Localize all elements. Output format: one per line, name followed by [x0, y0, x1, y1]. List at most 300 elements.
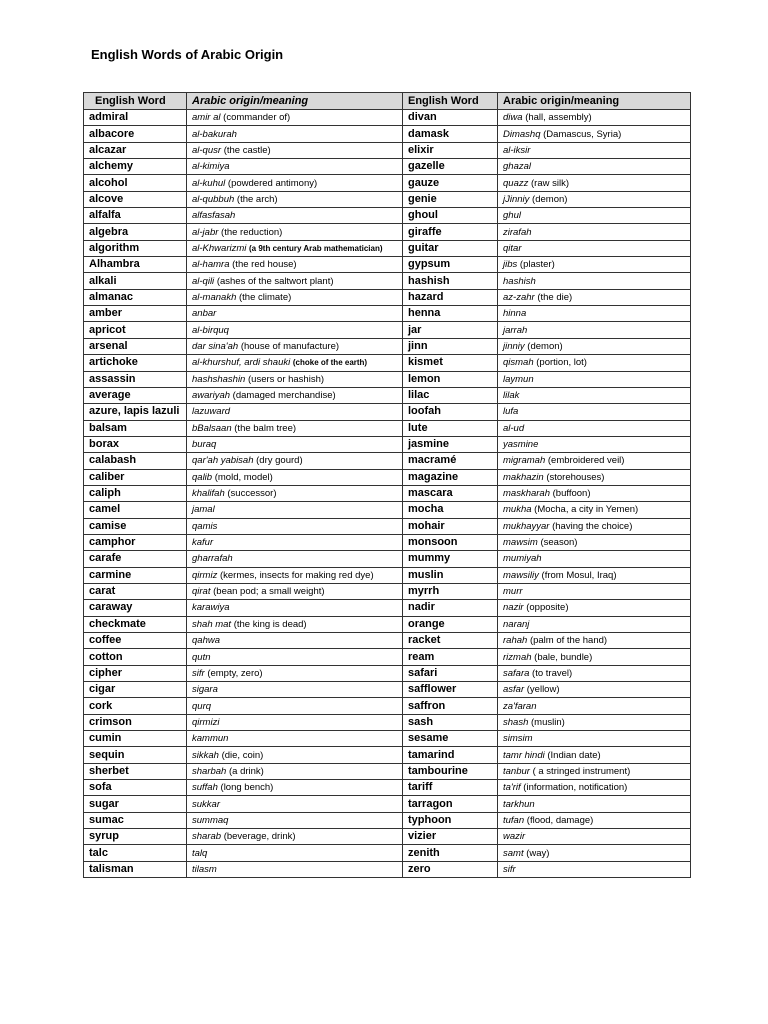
english-word: giraffe	[403, 224, 498, 240]
arabic-origin: talq	[192, 847, 208, 859]
arabic-origin-meaning	[187, 208, 403, 224]
meaning: (hall, assembly)	[525, 112, 592, 124]
arabic-origin-meaning	[498, 600, 691, 616]
arabic-origin-meaning	[187, 812, 403, 828]
table-row	[84, 633, 691, 649]
meaning: (the king is dead)	[233, 618, 307, 630]
arabic-origin: sifr	[503, 863, 516, 875]
meaning: (plaster)	[519, 259, 555, 271]
arabic-origin: sukkar	[192, 798, 220, 810]
arabic-origin-meaning	[498, 257, 691, 273]
meaning: (powdered antimony)	[227, 177, 318, 189]
table-row	[84, 861, 691, 877]
english-word: gauze	[403, 175, 498, 191]
table-row	[84, 551, 691, 567]
english-word: camel	[84, 502, 187, 518]
table-row	[84, 224, 691, 240]
english-word: camise	[84, 518, 187, 534]
meaning: (to travel)	[532, 667, 573, 679]
arabic-origin: jibs	[503, 259, 518, 271]
arabic-origin: ghazal	[503, 161, 531, 173]
english-word: caliber	[84, 469, 187, 485]
arabic-origin: kammun	[192, 733, 229, 745]
english-word: tarragon	[403, 796, 498, 812]
meaning: (the reduction)	[221, 226, 283, 238]
arabic-origin-meaning	[498, 731, 691, 747]
meaning: (a 9th century Arab mathematician)	[249, 243, 383, 253]
table-row	[84, 159, 691, 175]
english-word: sofa	[84, 780, 187, 796]
arabic-origin: dar sina'ah	[192, 340, 239, 352]
arabic-origin-meaning	[187, 289, 403, 305]
english-word: cipher	[84, 665, 187, 681]
arabic-origin-meaning	[498, 485, 691, 501]
english-word: apricot	[84, 322, 187, 338]
arabic-origin-meaning	[187, 371, 403, 387]
arabic-origin: hinna	[503, 308, 527, 320]
english-word: cotton	[84, 649, 187, 665]
english-word: hashish	[403, 273, 498, 289]
arabic-origin-meaning	[498, 224, 691, 240]
english-word: caliph	[84, 485, 187, 501]
arabic-origin: al-qusr	[192, 144, 222, 156]
english-word: artichoke	[84, 355, 187, 371]
arabic-origin: rahah	[503, 635, 528, 647]
arabic-origin-meaning	[187, 567, 403, 583]
table-row	[84, 355, 691, 371]
arabic-origin: hashish	[503, 275, 536, 287]
arabic-origin: alfasfasah	[192, 210, 236, 222]
arabic-origin: shah mat	[192, 618, 232, 630]
table-row	[84, 747, 691, 763]
english-word: alkali	[84, 273, 187, 289]
english-word: sesame	[403, 731, 498, 747]
table-row	[84, 682, 691, 698]
english-word: tamarind	[403, 747, 498, 763]
arabic-origin: asfar	[503, 684, 525, 696]
arabic-origin-meaning	[498, 126, 691, 142]
arabic-origin-meaning	[187, 583, 403, 599]
arabic-origin: az-zahr	[503, 291, 535, 303]
meaning: (kermes, insects for making red dye)	[219, 569, 374, 581]
table-row	[84, 796, 691, 812]
table-row	[84, 763, 691, 779]
arabic-origin: al-iksir	[503, 144, 531, 156]
arabic-origin-meaning	[498, 371, 691, 387]
english-word: gypsum	[403, 257, 498, 273]
table-row	[84, 485, 691, 501]
arabic-origin: sharab	[192, 831, 222, 843]
arabic-origin: safara	[503, 667, 530, 679]
table-row	[84, 714, 691, 730]
arabic-origin-meaning	[498, 861, 691, 877]
meaning: ( a stringed instrument)	[532, 765, 631, 777]
arabic-origin: mawsim	[503, 537, 538, 549]
arabic-origin-meaning	[187, 175, 403, 191]
english-word: camphor	[84, 534, 187, 550]
arabic-origin-meaning	[498, 240, 691, 256]
arabic-origin: qirmizi	[192, 716, 220, 728]
meaning: (raw silk)	[531, 177, 569, 189]
arabic-origin-meaning	[498, 355, 691, 371]
table-row	[84, 567, 691, 583]
english-word: lilac	[403, 387, 498, 403]
arabic-origin: samt	[503, 847, 524, 859]
english-word: alcohol	[84, 175, 187, 191]
arabic-origin: kafur	[192, 537, 214, 549]
english-word: borax	[84, 436, 187, 452]
arabic-origin-meaning	[498, 829, 691, 845]
meaning: (mold, model)	[214, 471, 273, 483]
arabic-origin-meaning	[498, 698, 691, 714]
table-row	[84, 371, 691, 387]
table-row	[84, 649, 691, 665]
arabic-origin-meaning	[187, 469, 403, 485]
arabic-origin: al-qubbuh	[192, 193, 235, 205]
arabic-origin-meaning	[187, 633, 403, 649]
arabic-origin-meaning	[498, 322, 691, 338]
arabic-origin-meaning	[187, 665, 403, 681]
meaning: (Mocha, a city in Yemen)	[534, 504, 639, 516]
arabic-origin: qahwa	[192, 635, 220, 647]
arabic-origin-meaning	[187, 485, 403, 501]
arabic-origin-meaning	[498, 747, 691, 763]
table-row	[84, 404, 691, 420]
arabic-origin: qutn	[192, 651, 211, 663]
meaning: (embroidered veil)	[547, 455, 625, 467]
arabic-origin-meaning	[498, 780, 691, 796]
arabic-origin-meaning	[498, 208, 691, 224]
arabic-origin-meaning	[187, 534, 403, 550]
arabic-origin: al-bakurah	[192, 128, 237, 140]
meaning: (bale, bundle)	[534, 651, 593, 663]
meaning: (the die)	[537, 291, 573, 303]
arabic-origin-meaning	[187, 845, 403, 861]
table-row	[84, 731, 691, 747]
english-word: alcazar	[84, 142, 187, 158]
english-word: genie	[403, 191, 498, 207]
meaning: (Indian date)	[547, 749, 601, 761]
arabic-origin-meaning	[187, 240, 403, 256]
arabic-origin-meaning	[187, 257, 403, 273]
meaning: (way)	[526, 847, 550, 859]
arabic-origin: lufa	[503, 406, 519, 418]
english-word: tariff	[403, 780, 498, 796]
meaning: (storehouses)	[546, 471, 605, 483]
table-row	[84, 306, 691, 322]
meaning: (die, coin)	[221, 749, 264, 761]
arabic-origin-meaning	[498, 633, 691, 649]
english-word: carat	[84, 583, 187, 599]
arabic-origin-meaning	[498, 142, 691, 158]
meaning: (the red house)	[232, 259, 297, 271]
arabic-origin: lilak	[503, 390, 520, 402]
meaning: (empty, zero)	[207, 667, 263, 679]
meaning: (Damascus, Syria)	[543, 128, 622, 140]
english-word: monsoon	[403, 534, 498, 550]
english-word: mummy	[403, 551, 498, 567]
arabic-origin-meaning	[498, 338, 691, 354]
table-row	[84, 273, 691, 289]
english-word: gazelle	[403, 159, 498, 175]
table-row	[84, 829, 691, 845]
english-word: talc	[84, 845, 187, 861]
arabic-origin-meaning	[187, 126, 403, 142]
arabic-origin-meaning	[187, 142, 403, 158]
english-word: sash	[403, 714, 498, 730]
english-word: admiral	[84, 110, 187, 126]
english-word: ghoul	[403, 208, 498, 224]
arabic-origin: jarrah	[503, 324, 528, 336]
arabic-origin: tilasm	[192, 863, 217, 875]
arabic-origin-meaning	[498, 469, 691, 485]
arabic-origin: yasmine	[503, 439, 539, 451]
table-row	[84, 469, 691, 485]
meaning: (choke of the earth)	[292, 358, 368, 368]
arabic-origin: mawsiliy	[503, 569, 539, 581]
table-row	[84, 534, 691, 550]
arabic-origin: sharbah	[192, 765, 227, 777]
arabic-origin: al-khurshuf, ardi shauki	[192, 357, 291, 369]
english-word: henna	[403, 306, 498, 322]
arabic-origin: summaq	[192, 814, 229, 826]
english-word: safflower	[403, 682, 498, 698]
meaning: (house of manufacture)	[240, 340, 340, 352]
table-row	[84, 583, 691, 599]
arabic-origin-meaning	[498, 175, 691, 191]
english-word: tambourine	[403, 763, 498, 779]
meaning: (a drink)	[228, 765, 264, 777]
table-row	[84, 420, 691, 436]
arabic-origin-meaning	[498, 518, 691, 534]
arabic-origin: karawiya	[192, 602, 230, 614]
arabic-origin: jJinniy	[503, 193, 530, 205]
arabic-origin: shash	[503, 716, 529, 728]
english-word: alchemy	[84, 159, 187, 175]
arabic-origin-meaning	[498, 436, 691, 452]
arabic-origin-meaning	[498, 763, 691, 779]
arabic-origin-meaning	[498, 273, 691, 289]
meaning: (demon)	[532, 193, 568, 205]
table-row	[84, 322, 691, 338]
table-row	[84, 191, 691, 207]
arabic-origin-meaning	[187, 355, 403, 371]
table-row	[84, 387, 691, 403]
arabic-origin-meaning	[187, 224, 403, 240]
arabic-origin: qismah	[503, 357, 534, 369]
page-title: English Words of Arabic Origin	[91, 47, 284, 62]
arabic-origin-meaning	[498, 159, 691, 175]
english-word: cumin	[84, 731, 187, 747]
arabic-origin-meaning	[498, 551, 691, 567]
arabic-origin: mukhayyar	[503, 520, 550, 532]
arabic-origin: al-jabr	[192, 226, 219, 238]
english-word: jinn	[403, 338, 498, 354]
arabic-origin-meaning	[187, 338, 403, 354]
english-word: azure, lapis lazuli	[84, 404, 187, 420]
arabic-origin: al-manakh	[192, 291, 237, 303]
arabic-origin: al-ud	[503, 422, 525, 434]
arabic-origin: migramah	[503, 455, 546, 467]
arabic-origin-meaning	[187, 404, 403, 420]
english-word: divan	[403, 110, 498, 126]
arabic-origin-meaning	[498, 534, 691, 550]
arabic-origin-meaning	[187, 616, 403, 632]
meaning: (the castle)	[223, 144, 271, 156]
table-row	[84, 110, 691, 126]
arabic-origin-meaning	[498, 567, 691, 583]
arabic-origin: sikkah	[192, 749, 219, 761]
meaning: (the climate)	[239, 291, 292, 303]
arabic-origin-meaning	[187, 110, 403, 126]
english-word: safari	[403, 665, 498, 681]
arabic-origin: al-Khwarizmi	[192, 242, 247, 254]
meaning: (users or hashish)	[248, 373, 325, 385]
arabic-origin: anbar	[192, 308, 217, 320]
arabic-origin: jinniy	[503, 340, 525, 352]
arabic-origin-meaning	[187, 600, 403, 616]
arabic-origin: makhazin	[503, 471, 544, 483]
english-word: orange	[403, 616, 498, 632]
table-row	[84, 240, 691, 256]
arabic-origin-meaning	[187, 273, 403, 289]
arabic-origin-meaning	[498, 845, 691, 861]
table-row	[84, 126, 691, 142]
english-word: zenith	[403, 845, 498, 861]
english-word: algebra	[84, 224, 187, 240]
arabic-origin: ghul	[503, 210, 521, 222]
arabic-origin-meaning	[187, 420, 403, 436]
arabic-origin: tamr hindi	[503, 749, 545, 761]
arabic-origin: gharrafah	[192, 553, 233, 565]
arabic-origin-meaning	[187, 453, 403, 469]
meaning: (successor)	[227, 488, 277, 500]
english-word: algorithm	[84, 240, 187, 256]
english-word: sherbet	[84, 763, 187, 779]
arabic-origin-meaning	[498, 289, 691, 305]
arabic-origin: zirafah	[503, 226, 532, 238]
meaning: (season)	[540, 537, 578, 549]
arabic-origin: sigara	[192, 684, 218, 696]
meaning: (from Mosul, Iraq)	[541, 569, 617, 581]
english-word: albacore	[84, 126, 187, 142]
table-row	[84, 616, 691, 632]
table-row	[84, 518, 691, 534]
arabic-origin-meaning	[187, 518, 403, 534]
meaning: (the arch)	[236, 193, 278, 205]
arabic-origin: ta'rif	[503, 782, 521, 794]
english-word: saffron	[403, 698, 498, 714]
arabic-origin: quazz	[503, 177, 529, 189]
header-arabic-origin: Arabic origin/meaning	[187, 93, 403, 110]
english-word: magazine	[403, 469, 498, 485]
meaning: (long bench)	[220, 782, 274, 794]
arabic-origin: nazir	[503, 602, 524, 614]
arabic-origin-meaning	[187, 714, 403, 730]
arabic-origin-meaning	[498, 665, 691, 681]
arabic-origin: awariyah	[192, 390, 231, 402]
arabic-origin: murr	[503, 586, 523, 598]
english-word: hazard	[403, 289, 498, 305]
arabic-origin-meaning	[187, 682, 403, 698]
table-row	[84, 665, 691, 681]
arabic-origin: diwa	[503, 112, 523, 124]
english-word: mocha	[403, 502, 498, 518]
arabic-origin-meaning	[187, 731, 403, 747]
english-word: guitar	[403, 240, 498, 256]
english-word: muslin	[403, 567, 498, 583]
english-word: loofah	[403, 404, 498, 420]
arabic-origin-meaning	[187, 322, 403, 338]
arabic-origin-meaning	[187, 829, 403, 845]
english-word: Alhambra	[84, 257, 187, 273]
arabic-origin-meaning	[187, 306, 403, 322]
table-header-row	[84, 93, 691, 110]
arabic-origin: za'faran	[503, 700, 537, 712]
arabic-origin-meaning	[187, 159, 403, 175]
arabic-origin-meaning	[498, 583, 691, 599]
arabic-origin-meaning	[498, 191, 691, 207]
arabic-origin-meaning	[187, 780, 403, 796]
arabic-origin: Dimashq	[503, 128, 541, 140]
arabic-origin-meaning	[498, 616, 691, 632]
english-word: almanac	[84, 289, 187, 305]
arabic-origin: al-birquq	[192, 324, 229, 336]
words-table	[83, 92, 691, 878]
arabic-origin: al-qili	[192, 275, 215, 287]
meaning: (damaged merchandise)	[232, 390, 336, 402]
english-word: sugar	[84, 796, 187, 812]
arabic-origin: amir al	[192, 112, 221, 124]
meaning: (ashes of the saltwort plant)	[216, 275, 334, 287]
arabic-origin-meaning	[187, 551, 403, 567]
arabic-origin: lazuward	[192, 406, 231, 418]
arabic-origin: rizmah	[503, 651, 532, 663]
arabic-origin: qalib	[192, 471, 213, 483]
arabic-origin-meaning	[187, 387, 403, 403]
arabic-origin: maskharah	[503, 488, 550, 500]
arabic-origin-meaning	[187, 861, 403, 877]
meaning: (dry gourd)	[256, 455, 303, 467]
english-word: assassin	[84, 371, 187, 387]
table-row	[84, 502, 691, 518]
arabic-origin-meaning	[187, 191, 403, 207]
table-row	[84, 453, 691, 469]
meaning: (opposite)	[526, 602, 569, 614]
english-word: mascara	[403, 485, 498, 501]
table-row	[84, 698, 691, 714]
english-word: alcove	[84, 191, 187, 207]
arabic-origin-meaning	[498, 404, 691, 420]
arabic-origin: tanbur	[503, 765, 530, 777]
meaning: (bean pod; a small weight)	[213, 586, 325, 598]
arabic-origin-meaning	[187, 763, 403, 779]
english-word: talisman	[84, 861, 187, 877]
arabic-origin-meaning	[498, 453, 691, 469]
arabic-origin-meaning	[498, 796, 691, 812]
english-word: arsenal	[84, 338, 187, 354]
table-row	[84, 142, 691, 158]
arabic-origin-meaning	[498, 420, 691, 436]
english-word: myrrh	[403, 583, 498, 599]
arabic-origin: qitar	[503, 242, 522, 254]
english-word: elixir	[403, 142, 498, 158]
english-word: carmine	[84, 567, 187, 583]
meaning: (the balm tree)	[234, 422, 297, 434]
arabic-origin-meaning	[498, 714, 691, 730]
table-row	[84, 812, 691, 828]
english-word: crimson	[84, 714, 187, 730]
